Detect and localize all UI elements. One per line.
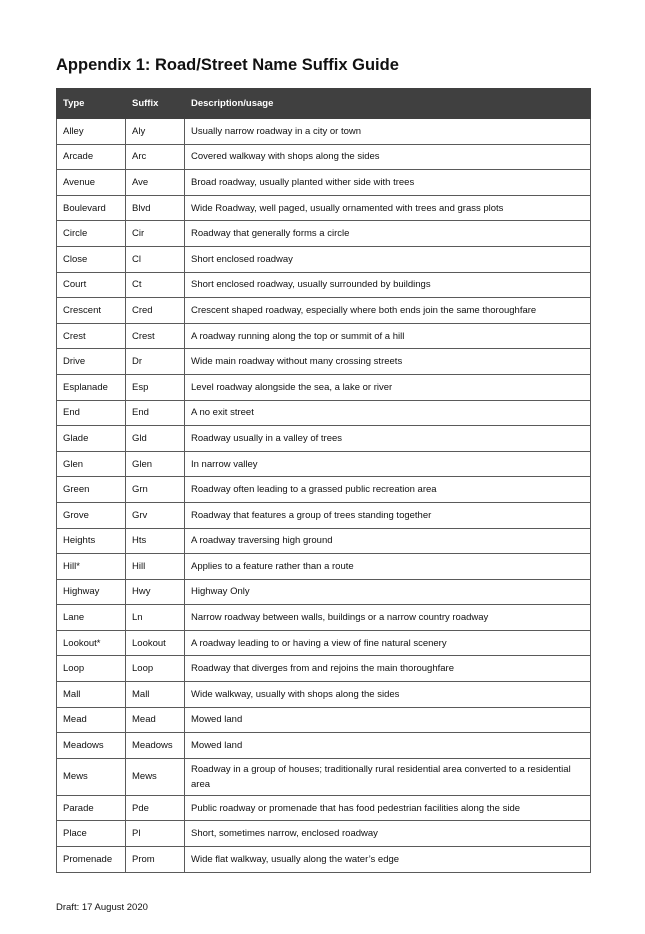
cell-suffix: Crest xyxy=(126,323,185,349)
table-row xyxy=(57,272,591,298)
table-row xyxy=(57,451,591,477)
cell-type: Mall xyxy=(57,682,126,708)
cell-description: Public roadway or promenade that has food pedestrian facilities along the side xyxy=(185,795,591,821)
cell-type: Mews xyxy=(57,758,126,795)
cell-description: Short enclosed roadway xyxy=(185,246,591,272)
cell-suffix: Hwy xyxy=(126,579,185,605)
header-description: Description/usage xyxy=(185,89,591,119)
cell-type: Boulevard xyxy=(57,195,126,221)
table-row xyxy=(57,400,591,426)
cell-description: In narrow valley xyxy=(185,451,591,477)
cell-type: Close xyxy=(57,246,126,272)
table-header xyxy=(57,89,591,119)
cell-type: Drive xyxy=(57,349,126,375)
table-row xyxy=(57,195,591,221)
cell-description: Roadway that generally forms a circle xyxy=(185,221,591,247)
cell-suffix: Ave xyxy=(126,170,185,196)
cell-description: Narrow roadway between walls, buildings or a narrow country roadway xyxy=(185,605,591,631)
cell-description: Wide Roadway, well paged, usually ornamented with trees and grass plots xyxy=(185,195,591,221)
table-body xyxy=(57,119,591,873)
cell-suffix: Lookout xyxy=(126,630,185,656)
cell-description: Mowed land xyxy=(185,733,591,759)
cell-description: Wide flat walkway, usually along the water’s edge xyxy=(185,847,591,873)
table-row xyxy=(57,426,591,452)
cell-type: Meadows xyxy=(57,733,126,759)
cell-type: Esplanade xyxy=(57,374,126,400)
cell-description: Level roadway alongside the sea, a lake or river xyxy=(185,374,591,400)
cell-type: Parade xyxy=(57,795,126,821)
table-row xyxy=(57,821,591,847)
cell-suffix: End xyxy=(126,400,185,426)
cell-description: Broad roadway, usually planted wither side with trees xyxy=(185,170,591,196)
cell-suffix: Pl xyxy=(126,821,185,847)
cell-description: Short enclosed roadway, usually surrounded by buildings xyxy=(185,272,591,298)
table-row xyxy=(57,502,591,528)
cell-suffix: Glen xyxy=(126,451,185,477)
table-row xyxy=(57,374,591,400)
cell-suffix: Grn xyxy=(126,477,185,503)
cell-suffix: Gld xyxy=(126,426,185,452)
cell-type: Circle xyxy=(57,221,126,247)
table-row xyxy=(57,349,591,375)
cell-suffix: Dr xyxy=(126,349,185,375)
cell-description: Crescent shaped roadway, especially where both ends join the same thoroughfare xyxy=(185,298,591,324)
header-suffix: Suffix xyxy=(126,89,185,119)
cell-description: Highway Only xyxy=(185,579,591,605)
cell-suffix: Ct xyxy=(126,272,185,298)
cell-suffix: Mall xyxy=(126,682,185,708)
cell-description: Roadway in a group of houses; traditionally rural residential area converted to a residential area xyxy=(185,758,591,795)
cell-description: Wide main roadway without many crossing streets xyxy=(185,349,591,375)
cell-suffix: Cir xyxy=(126,221,185,247)
cell-type: Hill* xyxy=(57,554,126,580)
cell-type: Crest xyxy=(57,323,126,349)
cell-description: A roadway leading to or having a view of fine natural scenery xyxy=(185,630,591,656)
page-title: Appendix 1: Road/Street Name Suffix Guide xyxy=(56,56,399,74)
table-row xyxy=(57,221,591,247)
table-row xyxy=(57,682,591,708)
cell-type: Promenade xyxy=(57,847,126,873)
table-row xyxy=(57,847,591,873)
cell-suffix: Ln xyxy=(126,605,185,631)
table-row xyxy=(57,246,591,272)
cell-description: Covered walkway with shops along the sides xyxy=(185,144,591,170)
table-row xyxy=(57,119,591,145)
cell-description: A roadway running along the top or summit of a hill xyxy=(185,323,591,349)
cell-type: Alley xyxy=(57,119,126,145)
cell-suffix: Grv xyxy=(126,502,185,528)
cell-description: Roadway that features a group of trees standing together xyxy=(185,502,591,528)
cell-suffix: Prom xyxy=(126,847,185,873)
cell-type: Place xyxy=(57,821,126,847)
cell-type: Glade xyxy=(57,426,126,452)
table-row xyxy=(57,528,591,554)
cell-type: Highway xyxy=(57,579,126,605)
cell-description: Mowed land xyxy=(185,707,591,733)
cell-description: A roadway traversing high ground xyxy=(185,528,591,554)
cell-suffix: Esp xyxy=(126,374,185,400)
table-row xyxy=(57,707,591,733)
cell-type: Loop xyxy=(57,656,126,682)
cell-suffix: Cl xyxy=(126,246,185,272)
cell-type: End xyxy=(57,400,126,426)
cell-suffix: Blvd xyxy=(126,195,185,221)
table-row xyxy=(57,170,591,196)
table-row xyxy=(57,795,591,821)
cell-suffix: Mews xyxy=(126,758,185,795)
cell-type: Court xyxy=(57,272,126,298)
cell-suffix: Meadows xyxy=(126,733,185,759)
cell-description: Usually narrow roadway in a city or town xyxy=(185,119,591,145)
cell-type: Green xyxy=(57,477,126,503)
cell-type: Arcade xyxy=(57,144,126,170)
table-row xyxy=(57,323,591,349)
cell-suffix: Hill xyxy=(126,554,185,580)
cell-suffix: Hts xyxy=(126,528,185,554)
suffix-table xyxy=(56,88,591,873)
table-row xyxy=(57,477,591,503)
header-type: Type xyxy=(57,89,126,119)
cell-description: Applies to a feature rather than a route xyxy=(185,554,591,580)
cell-description: Roadway often leading to a grassed public recreation area xyxy=(185,477,591,503)
table-row xyxy=(57,758,591,795)
cell-description: Wide walkway, usually with shops along the sides xyxy=(185,682,591,708)
table-row xyxy=(57,605,591,631)
cell-suffix: Arc xyxy=(126,144,185,170)
footer-draft-date: Draft: 17 August 2020 xyxy=(56,902,148,913)
table-row xyxy=(57,554,591,580)
cell-type: Avenue xyxy=(57,170,126,196)
cell-description: Roadway that diverges from and rejoins the main thoroughfare xyxy=(185,656,591,682)
table-row xyxy=(57,144,591,170)
cell-suffix: Loop xyxy=(126,656,185,682)
cell-type: Glen xyxy=(57,451,126,477)
table-row xyxy=(57,656,591,682)
table-row xyxy=(57,298,591,324)
cell-type: Grove xyxy=(57,502,126,528)
cell-type: Lane xyxy=(57,605,126,631)
cell-suffix: Mead xyxy=(126,707,185,733)
cell-type: Mead xyxy=(57,707,126,733)
cell-suffix: Aly xyxy=(126,119,185,145)
cell-description: Short, sometimes narrow, enclosed roadway xyxy=(185,821,591,847)
cell-type: Heights xyxy=(57,528,126,554)
cell-type: Crescent xyxy=(57,298,126,324)
cell-description: A no exit street xyxy=(185,400,591,426)
cell-type: Lookout* xyxy=(57,630,126,656)
table-row xyxy=(57,733,591,759)
cell-suffix: Pde xyxy=(126,795,185,821)
cell-description: Roadway usually in a valley of trees xyxy=(185,426,591,452)
table-row xyxy=(57,579,591,605)
table-row xyxy=(57,630,591,656)
cell-suffix: Cred xyxy=(126,298,185,324)
